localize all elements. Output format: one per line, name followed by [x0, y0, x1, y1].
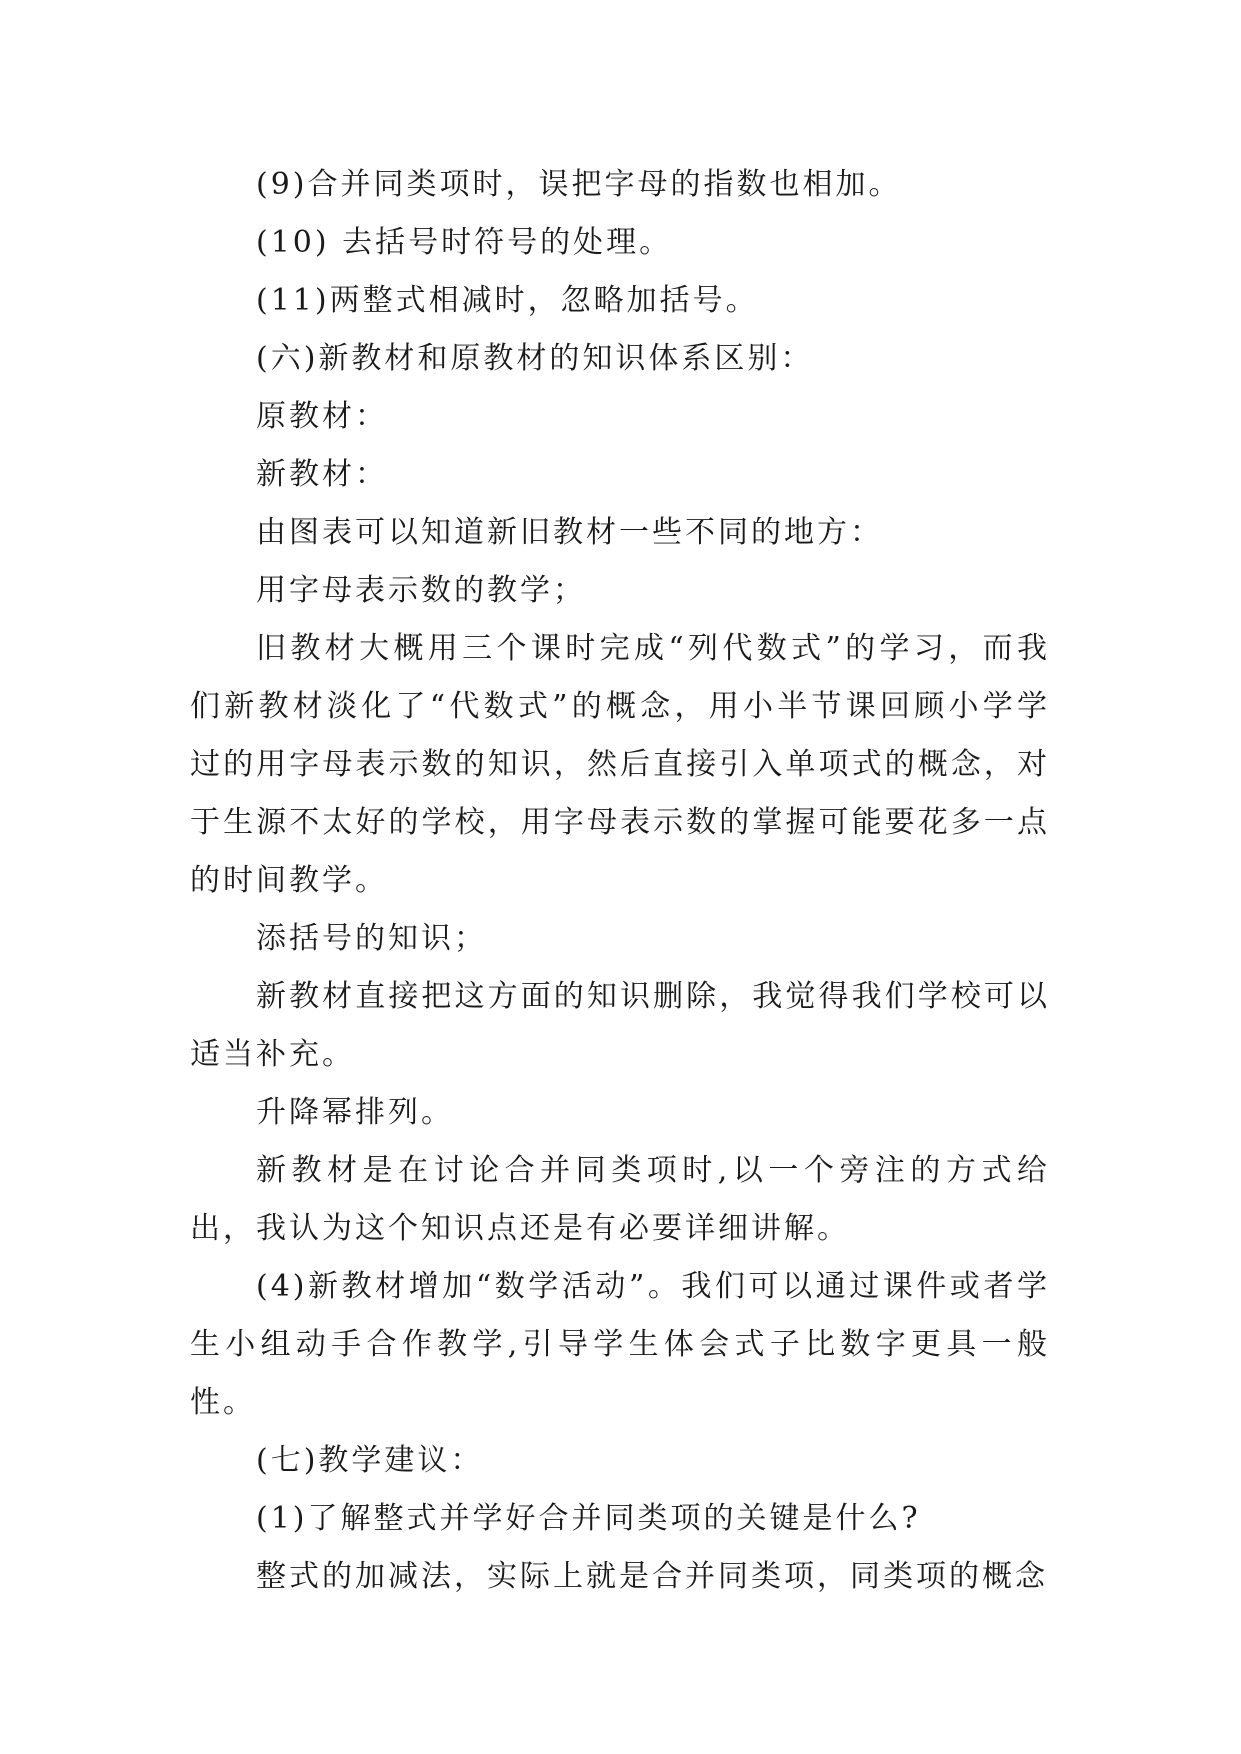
paragraph-letters-for-numbers: 用字母表示数的教学； — [256, 573, 586, 608]
paragraph-algebraic-expression: 旧教材大概用三个课时完成“列代数式”的学习，而我们新教材淡化了“代数式”的概念，用小半节课回顾小学学过的用字母表示数的知识，然后直接引入单项式的概念，对于生源不太好的学校，用字母表示数的掌握可能要花多一点的时间教学。 — [190, 631, 1050, 898]
paragraph-mistake-9: (9)合并同类项时，误把字母的指数也相加。 — [256, 167, 902, 202]
paragraph-old-textbook: 原教材： — [256, 399, 388, 434]
paragraph-mistake-10: (10) 去括号时符号的处理。 — [256, 225, 673, 260]
paragraph-new-textbook: 新教材： — [256, 457, 388, 492]
paragraph-brackets-removed: 新教材直接把这方面的知识删除，我觉得我们学校可以适当补充。 — [190, 979, 1050, 1072]
paragraph-math-activity: (4)新教材增加“数学活动”。我们可以通过课件或者学生小组动手合作教学,引导学生体会式子比数字更具一般性。 — [190, 1269, 1050, 1420]
section-heading-six: (六)新教材和原教材的知识体系区别： — [256, 341, 814, 376]
paragraph-like-terms: 整式的加减法，实际上就是合并同类项，同类项的概念 — [256, 1559, 1048, 1594]
section-heading-seven: (七)教学建议： — [256, 1443, 484, 1478]
paragraph-key-question: (1)了解整式并学好合并同类项的关键是什么? — [256, 1501, 921, 1536]
paragraph-side-note: 新教材是在讨论合并同类项时,以一个旁注的方式给出，我认为这个知识点还是有必要详细讲解。 — [190, 1153, 1050, 1246]
document-body — [190, 156, 1050, 1606]
paragraph-mistake-11: (11)两整式相减时，忽略加括号。 — [256, 283, 759, 318]
paragraph-differences-intro: 由图表可以知道新旧教材一些不同的地方： — [256, 515, 883, 550]
paragraph-adding-brackets: 添括号的知识； — [256, 921, 487, 956]
paragraph-power-ordering: 升降幂排列。 — [256, 1095, 454, 1130]
